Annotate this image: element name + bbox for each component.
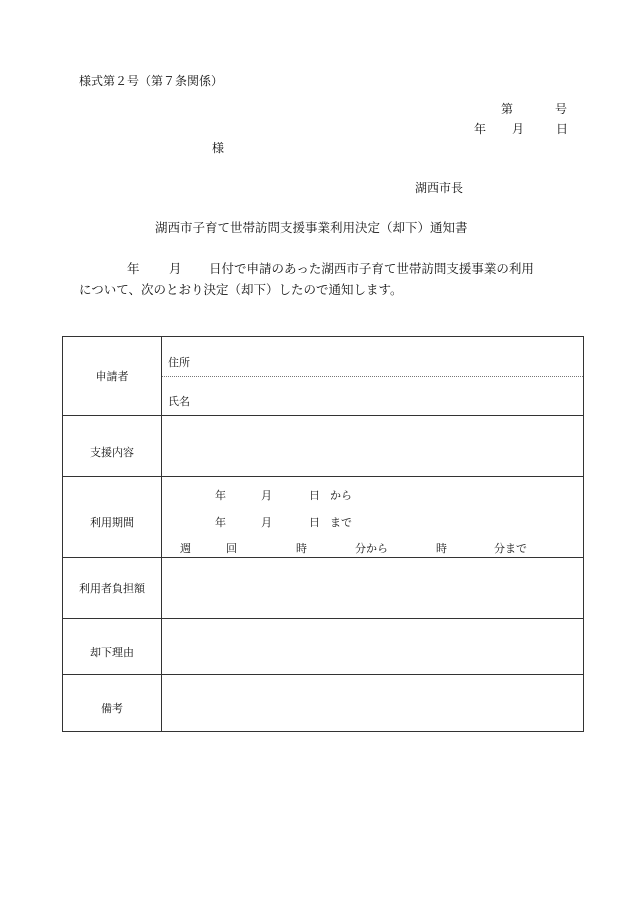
period-label: 利用期間: [90, 516, 134, 529]
to-year: 年: [215, 516, 226, 529]
period-content-cell[interactable]: [162, 477, 584, 558]
schedule-min-from: 分から: [355, 542, 388, 555]
document-title: 湖西市子育て世帯訪問支援事業利用決定（却下）通知書: [155, 220, 468, 235]
address-label: 住所: [168, 356, 190, 370]
to-month: 月: [261, 516, 272, 529]
body-line2: について、次のとおり決定（却下）したので通知します。: [79, 282, 403, 297]
applicant-label-cell: [63, 337, 162, 416]
body-month: 月: [169, 261, 182, 276]
reason-label: 却下理由: [90, 646, 134, 659]
support-label: 支援内容: [90, 446, 134, 459]
date-day: 日: [556, 122, 569, 136]
schedule-week: 週: [180, 542, 191, 555]
notice-table: [62, 336, 584, 732]
schedule-hour1: 時: [296, 542, 307, 555]
burden-content-cell[interactable]: [162, 558, 584, 619]
body-line1: 日付で申請のあった湖西市子育て世帯訪問支援事業の利用: [209, 261, 534, 276]
burden-label-cell: [63, 558, 162, 619]
remarks-label: 備考: [101, 702, 123, 715]
from-suffix: から: [330, 489, 352, 502]
doc-number-go: 号: [555, 102, 568, 116]
addressee-suffix: 様: [212, 141, 225, 155]
name-cell[interactable]: [162, 376, 584, 416]
form-number: 様式第２号（第７条関係）: [79, 74, 224, 88]
name-label: 氏名: [168, 394, 190, 408]
to-suffix: まで: [330, 516, 352, 529]
from-year: 年: [215, 489, 226, 502]
date-year: 年: [474, 122, 487, 136]
address-cell[interactable]: [162, 337, 584, 377]
support-label-cell: [63, 416, 162, 477]
period-label-cell: [63, 477, 162, 558]
reason-content-cell[interactable]: [162, 619, 584, 675]
remarks-content-cell[interactable]: [162, 675, 584, 732]
schedule-min-to: 分まで: [494, 542, 527, 555]
body-year: 年: [127, 261, 140, 276]
schedule-times: 回: [226, 542, 237, 555]
date-month: 月: [512, 122, 525, 136]
support-content-cell[interactable]: [162, 416, 584, 477]
issuer: 湖西市長: [415, 181, 464, 195]
remarks-label-cell: [63, 675, 162, 732]
applicant-label: 申請者: [95, 370, 129, 383]
schedule-hour2: 時: [436, 542, 447, 555]
to-day: 日: [309, 516, 320, 529]
reason-label-cell: [63, 619, 162, 675]
from-month: 月: [261, 489, 272, 502]
doc-number-dai: 第: [501, 102, 514, 116]
from-day: 日: [309, 489, 320, 502]
burden-label: 利用者負担額: [79, 582, 145, 595]
